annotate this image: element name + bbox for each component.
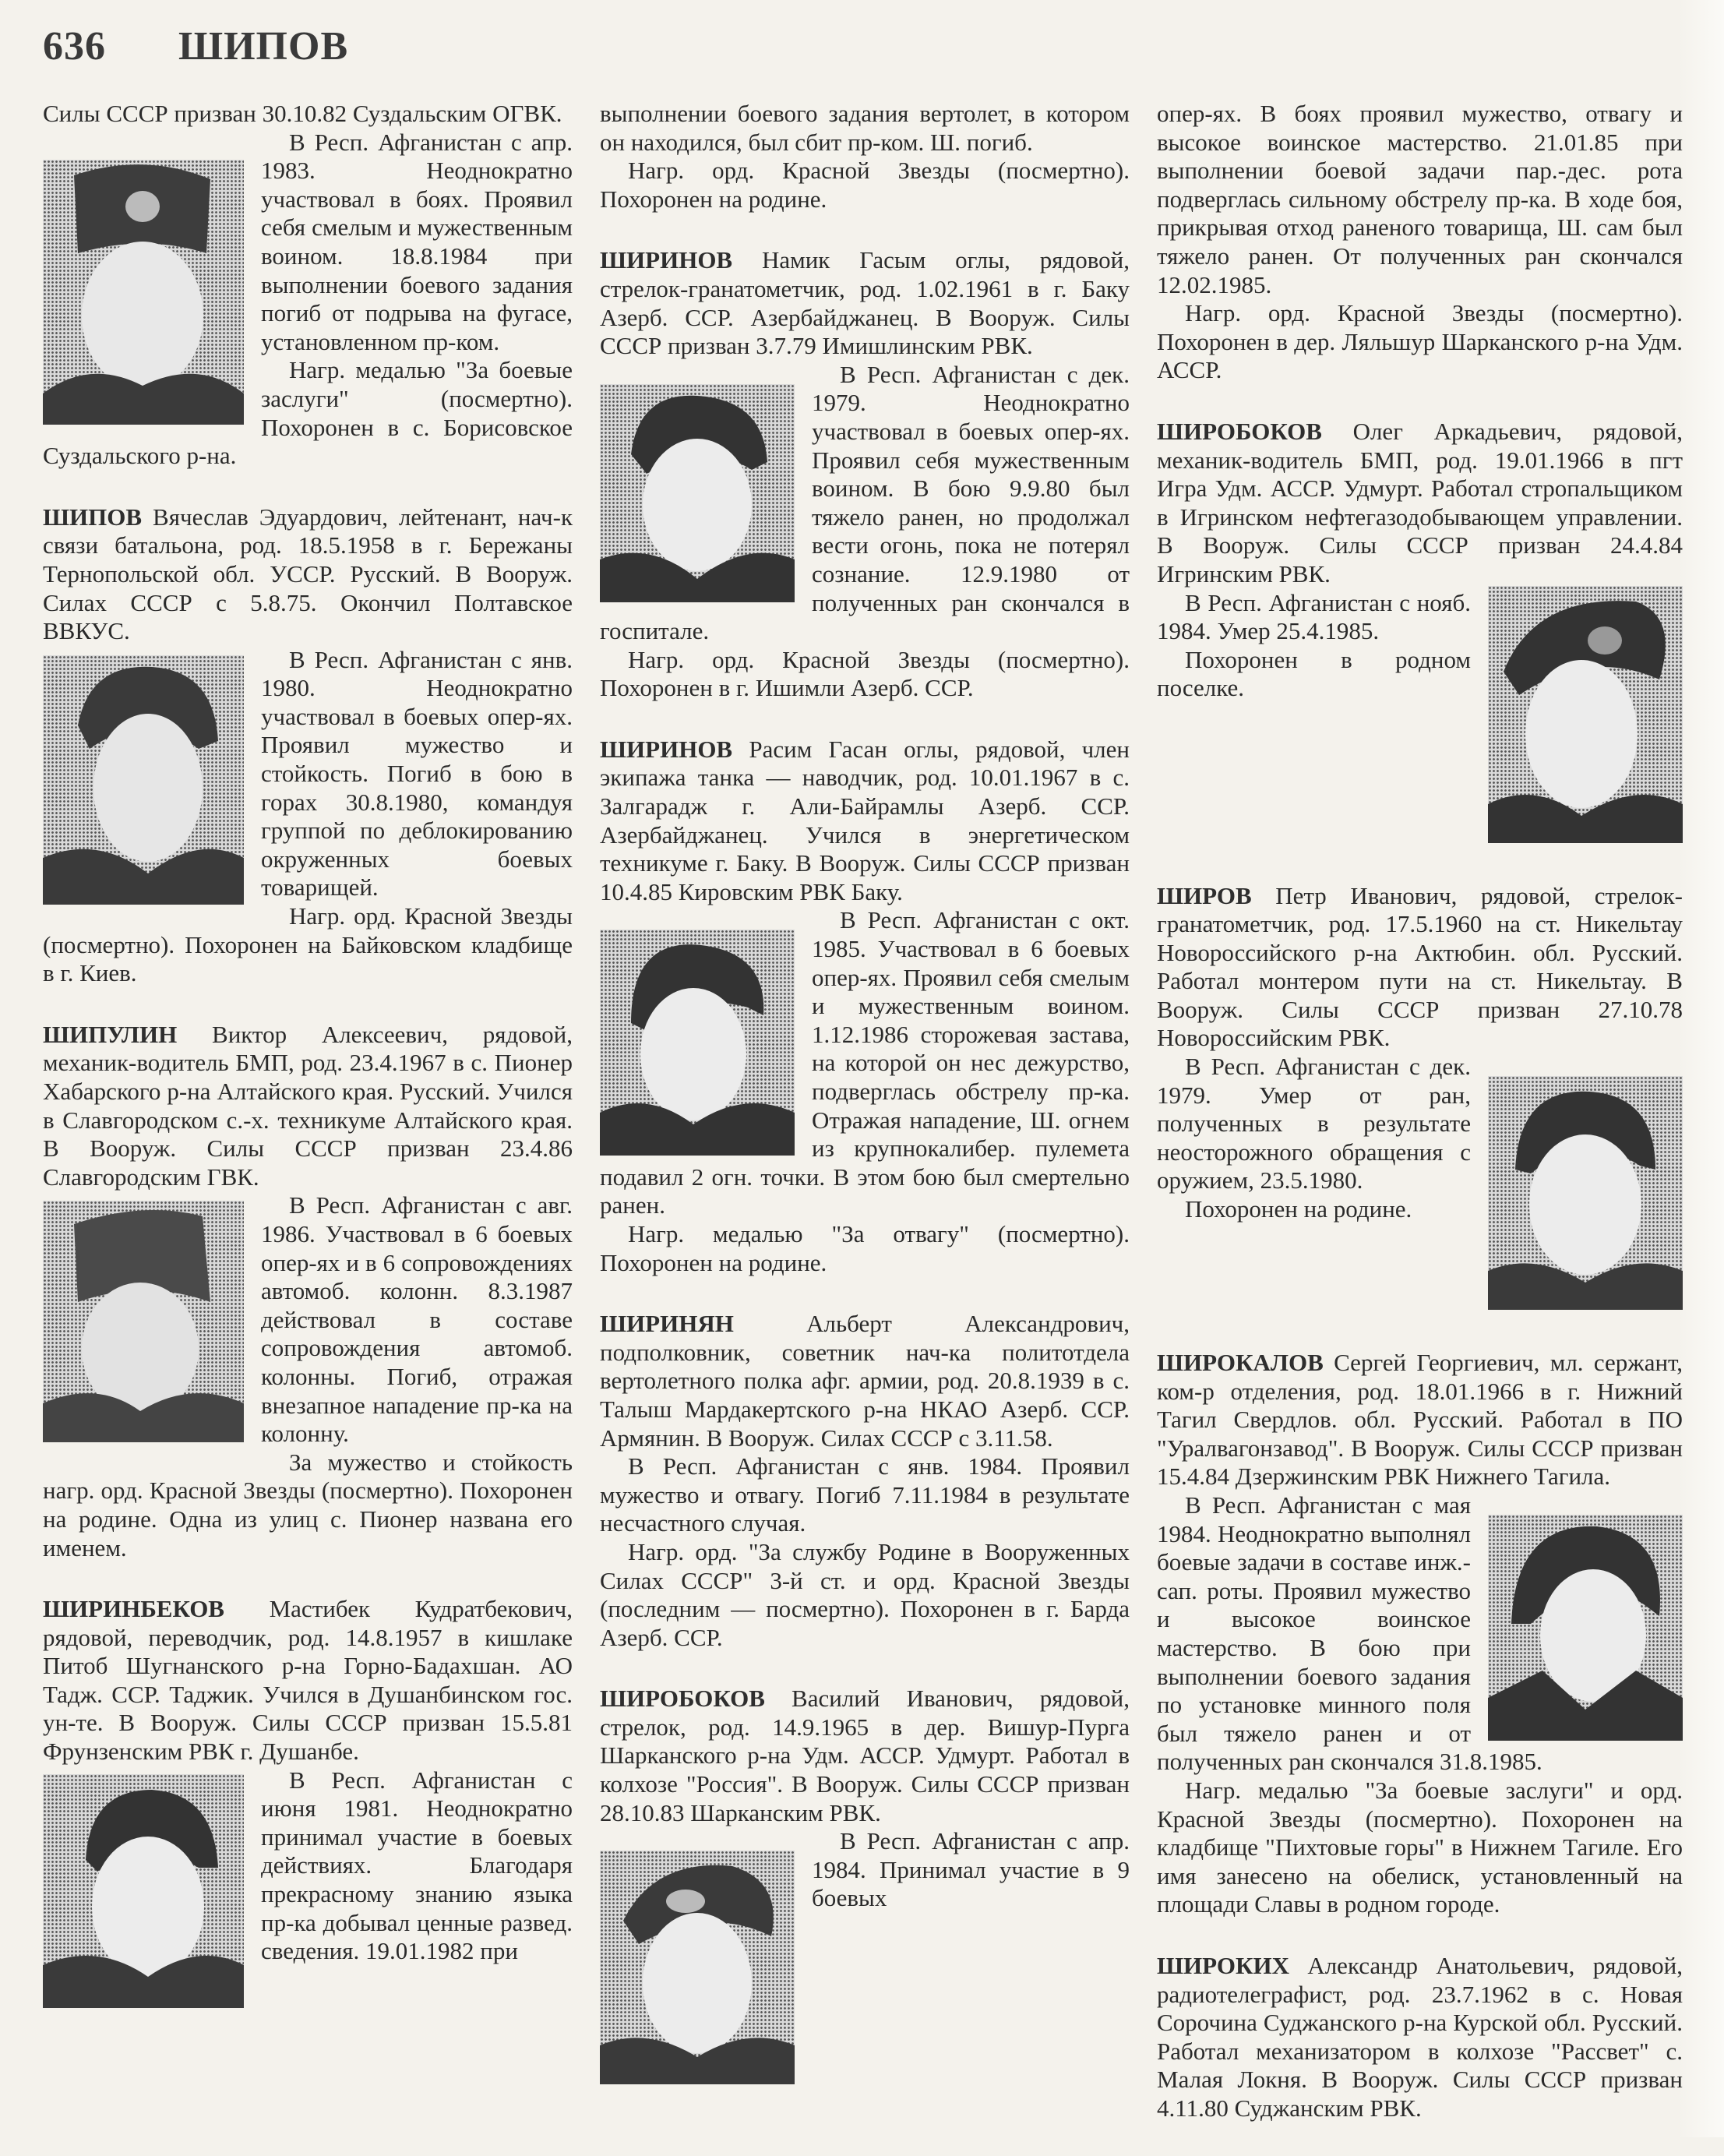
- page-edge: [1677, 0, 1724, 2137]
- entry-shipulin: [43, 1021, 573, 1562]
- entry-paragraph: выполнении боевого задания вертолет, в котором он находился, был сбит пр-ком. Ш. погиб.: [600, 100, 1130, 156]
- entry-paragraph: Нагр. орд. Красной Звезды (посмертно). Похоронен на родине.: [600, 157, 1130, 213]
- entry-surname: ШИРОКИХ: [1157, 1951, 1290, 1979]
- entry-paragraph: Нагр. медалью "За боевые заслуги" (посмертно). Похоронен в с. Борисовское Суздальского р-на.: [43, 356, 573, 470]
- entry-paragraph: В Респ. Афганистан с авг. 1986. Участвовал в 6 боевых опер-ях и в 6 сопровождениях автомоб. колонн. 8.3.1987 действовал в составе сопровождения автомоб. колонны. Погиб, отражая внезапное нападение пр-ка на колонну.: [261, 1191, 573, 1448]
- entry-lead: [600, 246, 1130, 360]
- entry-shirinov-rasim: [600, 736, 1130, 1277]
- entry-paragraph: Нагр. орд. Красной Звезды (посмертно). Похоронен в г. Ишимли Азерб. ССР.: [600, 645, 1130, 702]
- entry-lead-text: Виктор Алексеевич, рядовой, механик-водитель БМП, род. 23.4.1967 в с. Пионер Хабарского р-на Алтайского края. Русский. Учился в Славгородском с.-х. техникуме Алтайского края. В Вооруж. Силы СССР призван 23.4.86 Славгородским ГВК.: [43, 1020, 573, 1191]
- photo-portrait-young-man-jacket: [43, 1774, 244, 2008]
- entry-paragraph: Похоронен в родном поселке.: [1157, 645, 1471, 702]
- portrait-icon: [43, 1774, 244, 2008]
- entry-surname: ШИРИНОВ: [600, 735, 733, 763]
- portrait-icon: [1488, 1515, 1683, 1741]
- entry-paragraph: В Респ. Афганистан с мая 1984. Неоднократно выполнял боевые задачи в составе инж.-сап. роты. Проявил мужество и высокое воинское мастерство. В бою при выполнении боевого задания по установке минного поля был тяжело ранен и от полученных ран скончался 31.8.1985.: [1157, 1491, 1542, 1776]
- entry-lead: [1157, 418, 1683, 589]
- entry-surname: ШИПОВ: [43, 503, 143, 531]
- entry-surname: ШИРИНБЕКОВ: [43, 1595, 224, 1623]
- entry-shirinbekov: [43, 1595, 573, 2014]
- photo-portrait-officer-uniform: [43, 655, 244, 905]
- running-head: ШИПОВ: [178, 24, 349, 69]
- entry-lead-text: Александр Анатольевич, рядовой, радиотелеграфист, род. 23.7.1962 в с. Новая Сорочина Суджанского р-на Курской обл. Русский. Работал механизатором в колхозе "Рассвет" с. Малая Локня. В Вооруж. Силы СССР призван 4.11.80 Суджанским РВК.: [1157, 1951, 1683, 2122]
- column-3: [1157, 100, 1683, 2156]
- entry-paragraph: Похоронен на родине.: [1185, 1195, 1412, 1223]
- entry-paragraph: Нагр. орд. Красной Звезды (посмертно). Похоронен в дер. Ляльшур Шарканского р-на Удм. АССР.: [1157, 299, 1683, 384]
- entry-lead: [1157, 1349, 1683, 1491]
- entry-lead-text: Василий Иванович, рядовой, стрелок, род. 14.9.1965 в дер. Вишур-Пурга Шарканского р-на Удм. АССР. Удмурт. Работал в колхозе "Россия". В Вооруж. Силы СССР призван 28.10.83 Шарканским РВК.: [600, 1685, 1130, 1826]
- entry-paragraph: В Респ. Афганистан с нояб. 1984. Умер 25.4.1985.: [1157, 588, 1471, 645]
- entry-paragraph: В Респ. Афганистан с окт. 1985. Участвовал в 6 боевых опер-ях. Проявил себя смелым и мужественным воином. 1.12.1986 сторожевая застава, на которой он нес дежурство, подверглась обстрелу пр-ка. Отражая нападение, Ш. огнем из крупнокалибер. пулемета подавил 2 огн. точки. В этом бою был смертельно ранен.: [600, 906, 1130, 1219]
- entry-surname: ШИРОБОКОВ: [1157, 417, 1322, 445]
- entry-continued: [43, 100, 573, 471]
- entry-paragraph: Нагр. медалью "За отвагу" (посмертно). Похоронен на родине.: [600, 1219, 1130, 1276]
- entry-paragraph: В Респ. Афганистан с апр. 1984. Принимал участие в 9 боевых: [812, 1827, 1130, 1912]
- entry-lead-text: Вячеслав Эдуардович, лейтенант, нач-к связи батальона, род. 18.5.1958 в г. Бережаны Тернопольской обл. УССР. Русский. В Вооруж. Силах СССР с 5.8.75. Окончил Полтавское ВВКУС.: [43, 503, 573, 645]
- photo-portrait-young-man-suit: [600, 384, 795, 602]
- photo-portrait-soldier-field-cap: [43, 1201, 244, 1442]
- entry-paragraph: В Респ. Афганистан с янв. 1984. Проявил мужество и отвагу. Погиб 7.11.1984 в результате несчастного случая.: [600, 1452, 1130, 1537]
- column-2: [600, 100, 1130, 2123]
- entry-surname: ШИРОБОКОВ: [600, 1685, 765, 1713]
- entry-paragraph: Нагр. орд. Красной Звезды (посмертно). Похоронен на Байковском кладбище в г. Киев.: [43, 902, 573, 987]
- portrait-icon: [43, 160, 244, 425]
- entry-continued: [600, 100, 1130, 213]
- entry-shirokikh: [1157, 1952, 1683, 2123]
- photo-portrait-young-man-collar: [1488, 1515, 1683, 1741]
- entry-paragraph: Нагр. медалью "За боевые заслуги" и орд. Красной Звезды (посмертно). Похоронен на кладбище "Пихтовые горы" в Нижнем Тагиле. Его имя занесено на обелиск, установленный на площади Славы в родном городе.: [1157, 1776, 1683, 1918]
- entry-lead: [43, 1021, 573, 1192]
- portrait-icon: [600, 1851, 795, 2084]
- portrait-icon: [600, 930, 795, 1156]
- entry-continued: [1157, 100, 1683, 385]
- entry-shirokalov: [1157, 1349, 1683, 1919]
- entry-paragraph: опер-ях. В боях проявил мужество, отвагу и высокое воинское мастерство. 21.01.85 при выполнении боевой задачи пар.-дес. рота подверглась сильному обстрелу пр-ка. В ходе боя, прикрывая отход раненого товарища, Ш. сам был тяжело ранен. От полученных ран скончался 12.02.1985.: [1157, 100, 1683, 298]
- entry-lead: [1157, 1952, 1683, 2123]
- entry-shirinov-namik: [600, 246, 1130, 703]
- entry-shirinyan: [600, 1310, 1130, 1652]
- entry-lead: [600, 1310, 1130, 1452]
- portrait-icon: [1488, 586, 1683, 843]
- photo-portrait-soldier-fur-hat: [43, 160, 244, 425]
- photo-portrait-soldier-beret: [1488, 586, 1683, 843]
- entry-paragraph: В Респ. Афганистан с дек. 1979. Неоднократно участвовал в боевых опер-ях. Проявил себя мужественным воином. В бою 9.9.80 был тяжело ранен, но продолжал вести огонь, пока не потерял сознание. 12.9.1980 от полученных ран скончался в госпитале.: [600, 360, 1130, 645]
- entry-lead: [1157, 882, 1683, 1053]
- portrait-icon: [43, 1201, 244, 1442]
- portrait-icon: [600, 384, 795, 602]
- entry-lead: [43, 1595, 573, 1766]
- entry-paragraph: В Респ. Афганистан с дек. 1979. Умер от ран, полученных в результате неосторожного обращения с оружием, 23.5.1980.: [1157, 1053, 1471, 1194]
- photo-portrait-young-man-tie: [600, 930, 795, 1156]
- entry-surname: ШИРИНЯН: [600, 1310, 734, 1338]
- entry-surname: ШИРОВ: [1157, 881, 1252, 909]
- entry-paragraph: За мужество и стойкость нагр. орд. Красной Звезды (посмертно). Похоронен на родине. Одна из улиц с. Пионер названа его именем.: [43, 1448, 573, 1561]
- photo-portrait-paratrooper-beret: [600, 1851, 795, 2084]
- entry-lead-text: Сергей Георгиевич, мл. сержант, ком-р отделения, род. 18.01.1966 в г. Нижний Тагил Свердлов. обл. Русский. Работал в ПО "Уралвагонзавод". В Вооруж. Силы СССР призван 15.4.84 Дзержинским РВК Нижнего Тагила.: [1157, 1349, 1683, 1491]
- entry-lead-text: Намик Гасым оглы, рядовой, стрелок-гранатометчик, род. 1.02.1961 в г. Баку Азерб. ССР. Азербайджанец. В Вооруж. Силы СССР призван 3.7.79 Имишлинским РВК.: [600, 246, 1130, 360]
- entry-lead-text: Петр Иванович, рядовой, стрелок-гранатометчик, род. 17.5.1960 на ст. Никельтау Новороссийского р-на Актюбин. обл. Русский. Работал монтером пути на ст. Никельтау. В Вооруж. Силы СССР призван 27.10.78 Новороссийским РВК.: [1157, 881, 1683, 1052]
- page-header: [43, 23, 348, 69]
- photo-portrait-young-man-shirt: [1488, 1076, 1683, 1310]
- entry-lead-text: Альберт Александрович, подполковник, советник нач-ка политотдела вертолетного полка афг. армии, род. 20.8.1939 в с. Талыш Мардакертского р-на НКАО Азерб. ССР. Армянин. В Вооруж. Силах СССР с 3.11.58.: [600, 1310, 1130, 1452]
- entry-paragraph: Силы СССР призван 30.10.82 Суздальским ОГВК.: [43, 100, 562, 127]
- entry-shirobokov-oleg: [1157, 418, 1683, 849]
- entry-lead-text: Расим Гасан оглы, рядовой, член экипажа танка — наводчик, род. 10.01.1967 в с. Залгарадж г. Али-Байрамлы Азерб. ССР. Азербайджанец. Учился в энергетическом техникуме г. Баку. В Вооруж. Силы СССР призван 10.4.85 Кировским РВК Баку.: [600, 735, 1130, 905]
- entry-surname: ШИПУЛИН: [43, 1020, 178, 1048]
- entry-lead: [43, 503, 573, 646]
- entry-lead: [600, 1685, 1130, 1827]
- portrait-icon: [43, 655, 244, 905]
- entry-lead-text: Мастибек Кудратбекович, рядовой, переводчик, род. 14.8.1957 в кишлаке Питоб Шугнанского р-на Горно-Бадахшан. АО Тадж. ССР. Таджик. Учился в Душанбинском гос. ун-те. В Вооруж. Силы СССР призван 15.5.81 Фрунзенским РВК г. Душанбе.: [43, 1595, 573, 1766]
- entry-paragraph: В Респ. Афганистан с апр. 1983. Неоднократно участвовал в боях. Проявил себя смелым и мужественным воином. 18.8.1984 при выполнении боевого задания погиб от подрыва на фугасе, установленном пр-ком.: [261, 128, 573, 355]
- entry-shirobokov-vasily: [600, 1685, 1130, 2091]
- column-1: [43, 100, 573, 2047]
- entry-paragraph: В Респ. Афганистан с июня 1981. Неоднократно принимал участие в боевых действиях. Благодаря прекрасному знанию языка пр-ка добывал ценные развед. сведения. 19.01.1982 при: [261, 1766, 573, 1965]
- entry-surname: ШИРИНОВ: [600, 246, 733, 274]
- entry-lead: [600, 736, 1130, 907]
- entry-lead-text: Олег Аркадьевич, рядовой, механик-водитель БМП, род. 19.01.1966 в пгт Игра Удм. АССР. Удмурт. Работал стропальщиком в Игринском нефтегазодобывающем управлении. В Вооруж. Силы СССР призван 24.4.84 Игринским РВК.: [1157, 417, 1683, 588]
- entry-paragraph: В Респ. Афганистан с янв. 1980. Неоднократно участвовал в боевых опер-ях. Проявил мужество и стойкость. Погиб в бою в горах 30.8.1980, командуя группой по деблокированию окруженных боевых товарищей.: [261, 645, 573, 902]
- page-number: 636: [43, 24, 106, 69]
- portrait-icon: [1488, 1076, 1683, 1310]
- entry-surname: ШИРОКАЛОВ: [1157, 1349, 1324, 1377]
- entry-paragraph: Нагр. орд. "За службу Родине в Вооруженных Силах СССР" 3-й ст. и орд. Красной Звезды (последним — посмертно). Похоронен в г. Барда Азерб. ССР.: [600, 1537, 1130, 1651]
- entry-shipov: [43, 503, 573, 988]
- entry-shirov: [1157, 882, 1683, 1317]
